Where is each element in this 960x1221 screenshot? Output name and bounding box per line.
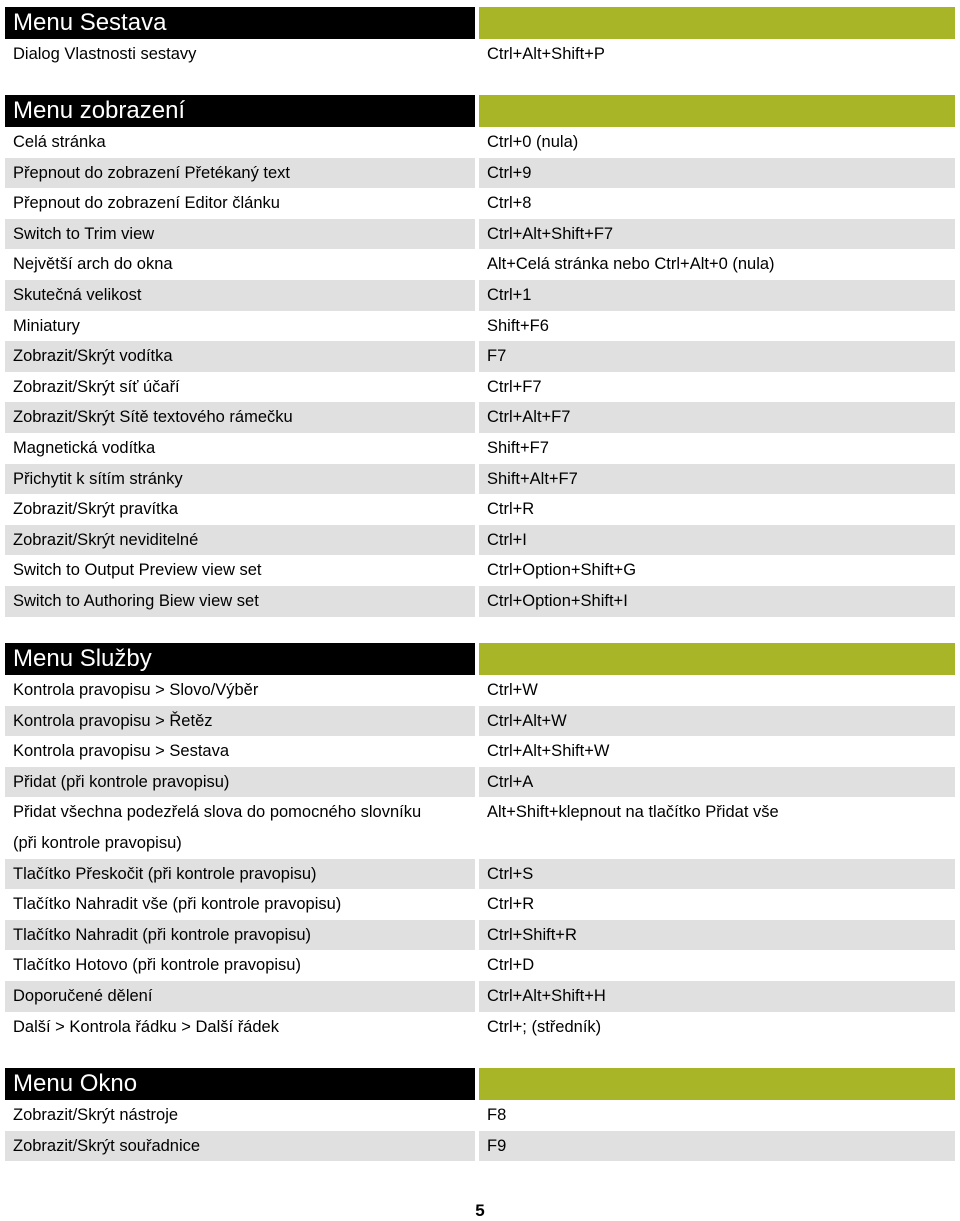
page-number: 5 <box>475 1201 485 1220</box>
shortcut-row <box>5 127 955 158</box>
shortcut-row <box>5 706 955 737</box>
shortcut-keys: Ctrl+; (středník) <box>487 1017 602 1036</box>
shortcut-keys: F9 <box>479 1131 955 1162</box>
command-label: Kontrola pravopisu > Řetěz <box>5 706 475 737</box>
command-label: Přepnout do zobrazení Přetékaný text <box>5 158 475 189</box>
shortcut-row <box>5 525 955 556</box>
section-title: Menu Sestava <box>5 7 475 39</box>
command-label: Zobrazit/Skrýt Sítě textového rámečku <box>5 402 475 433</box>
shortcut-keys: Ctrl+R <box>487 895 535 914</box>
menu-section <box>5 7 955 70</box>
command-label: (při kontrole pravopisu) <box>13 833 182 852</box>
menu-section <box>5 643 955 1042</box>
header-accent-bar <box>479 7 955 39</box>
shortcut-keys: Alt+Celá stránka nebo Ctrl+Alt+0 (nula) <box>487 255 775 274</box>
shortcut-row <box>5 767 955 798</box>
menu-section <box>5 1068 955 1161</box>
command-label: Dialog Vlastnosti sestavy <box>13 45 197 63</box>
shortcut-row <box>5 889 955 920</box>
command-label: Tlačítko Nahradit vše (při kontrole pravopisu) <box>13 895 342 914</box>
shortcut-row <box>5 311 955 342</box>
shortcut-keys: Ctrl+9 <box>479 158 955 189</box>
shortcut-row <box>5 494 955 525</box>
command-label: Přidat všechna podezřelá slova do pomocného slovníku <box>13 803 422 822</box>
section-title: Menu Okno <box>5 1068 475 1100</box>
command-label: Kontrola pravopisu > Sestava <box>13 742 230 761</box>
shortcut-row <box>5 188 955 219</box>
shortcut-row <box>5 249 955 280</box>
section-title: Menu Služby <box>5 643 475 675</box>
command-label: Přepnout do zobrazení Editor článku <box>13 194 280 213</box>
shortcut-row <box>5 981 955 1012</box>
shortcut-keys: Ctrl+S <box>479 859 955 890</box>
shortcut-keys: Ctrl+Alt+Shift+P <box>487 45 605 63</box>
command-label: Doporučené dělení <box>5 981 475 1012</box>
shortcut-row <box>5 402 955 433</box>
shortcut-keys: Ctrl+Alt+Shift+F7 <box>479 219 955 250</box>
shortcut-keys: Ctrl+8 <box>487 194 532 213</box>
shortcut-keys: F8 <box>487 1106 507 1124</box>
shortcut-row <box>5 797 955 828</box>
shortcut-keys: Ctrl+Option+Shift+I <box>479 586 955 617</box>
command-label: Zobrazit/Skrýt síť účaří <box>13 377 180 396</box>
command-label: Zobrazit/Skrýt vodítka <box>5 341 475 372</box>
shortcut-keys: Ctrl+D <box>487 956 535 975</box>
shortcut-keys: Ctrl+Alt+Shift+H <box>479 981 955 1012</box>
shortcut-row <box>5 158 955 189</box>
command-label: Přichytit k sítím stránky <box>5 464 475 495</box>
shortcut-row <box>5 1012 955 1043</box>
command-label: Největší arch do okna <box>13 255 173 274</box>
command-label: Switch to Output Preview view set <box>13 561 262 580</box>
command-label: Zobrazit/Skrýt souřadnice <box>5 1131 475 1162</box>
section-title: Menu zobrazení <box>5 95 475 127</box>
shortcut-row <box>5 920 955 951</box>
shortcut-row <box>5 1131 955 1162</box>
command-label: Switch to Trim view <box>5 219 475 250</box>
command-label: Miniatury <box>13 316 80 335</box>
shortcut-keys: Ctrl+Alt+W <box>479 706 955 737</box>
shortcut-keys: Ctrl+1 <box>479 280 955 311</box>
section-header <box>5 95 955 127</box>
section-header <box>5 1068 955 1100</box>
shortcut-keys: Ctrl+I <box>479 525 955 556</box>
shortcut-row <box>5 555 955 586</box>
command-label: Skutečná velikost <box>5 280 475 311</box>
shortcut-keys: Shift+F7 <box>487 438 549 457</box>
shortcut-keys: Alt+Shift+klepnout na tlačítko Přidat vše <box>487 803 779 822</box>
command-label: Zobrazit/Skrýt pravítka <box>13 500 179 519</box>
shortcut-keys: Ctrl+Option+Shift+G <box>487 561 637 580</box>
command-label: Zobrazit/Skrýt neviditelné <box>5 525 475 556</box>
command-label: Magnetická vodítka <box>13 438 156 457</box>
command-label: Přidat (při kontrole pravopisu) <box>5 767 475 798</box>
menu-section <box>5 95 955 617</box>
shortcut-row <box>5 219 955 250</box>
shortcut-keys: Ctrl+A <box>479 767 955 798</box>
shortcut-row <box>5 828 955 859</box>
command-label: Další > Kontrola řádku > Další řádek <box>13 1017 279 1036</box>
header-accent-bar <box>479 643 955 675</box>
command-label: Switch to Authoring Biew view set <box>5 586 475 617</box>
command-label: Tlačítko Hotovo (při kontrole pravopisu) <box>13 956 301 975</box>
shortcut-row <box>5 372 955 403</box>
shortcut-row <box>5 433 955 464</box>
shortcut-keys <box>479 828 955 859</box>
shortcut-keys: Ctrl+Alt+F7 <box>479 402 955 433</box>
shortcut-row <box>5 464 955 495</box>
shortcut-row <box>5 1100 955 1131</box>
shortcut-keys: Ctrl+F7 <box>487 377 542 396</box>
section-header <box>5 643 955 675</box>
shortcut-row <box>5 736 955 767</box>
shortcut-keys: Shift+F6 <box>487 316 549 335</box>
shortcut-keys: F7 <box>479 341 955 372</box>
command-label: Tlačítko Nahradit (při kontrole pravopisu) <box>5 920 475 951</box>
shortcut-row <box>5 950 955 981</box>
shortcut-keys: Ctrl+Alt+Shift+W <box>487 742 610 761</box>
shortcut-keys: Shift+Alt+F7 <box>479 464 955 495</box>
command-label: Tlačítko Přeskočit (při kontrole pravopisu) <box>5 859 475 890</box>
shortcut-row <box>5 675 955 706</box>
command-label: Kontrola pravopisu > Slovo/Výběr <box>13 681 259 699</box>
shortcut-keys: Ctrl+0 (nula) <box>487 133 579 151</box>
shortcut-row <box>5 39 955 70</box>
command-label: Zobrazit/Skrýt nástroje <box>13 1106 179 1124</box>
command-label: Celá stránka <box>13 133 106 151</box>
shortcut-row <box>5 341 955 372</box>
section-header <box>5 7 955 39</box>
shortcut-keys: Ctrl+W <box>487 681 538 699</box>
shortcut-row <box>5 280 955 311</box>
header-accent-bar <box>479 1068 955 1100</box>
shortcut-row <box>5 859 955 890</box>
shortcut-keys: Ctrl+Shift+R <box>479 920 955 951</box>
shortcut-keys: Ctrl+R <box>487 500 535 519</box>
shortcut-row <box>5 586 955 617</box>
header-accent-bar <box>479 95 955 127</box>
